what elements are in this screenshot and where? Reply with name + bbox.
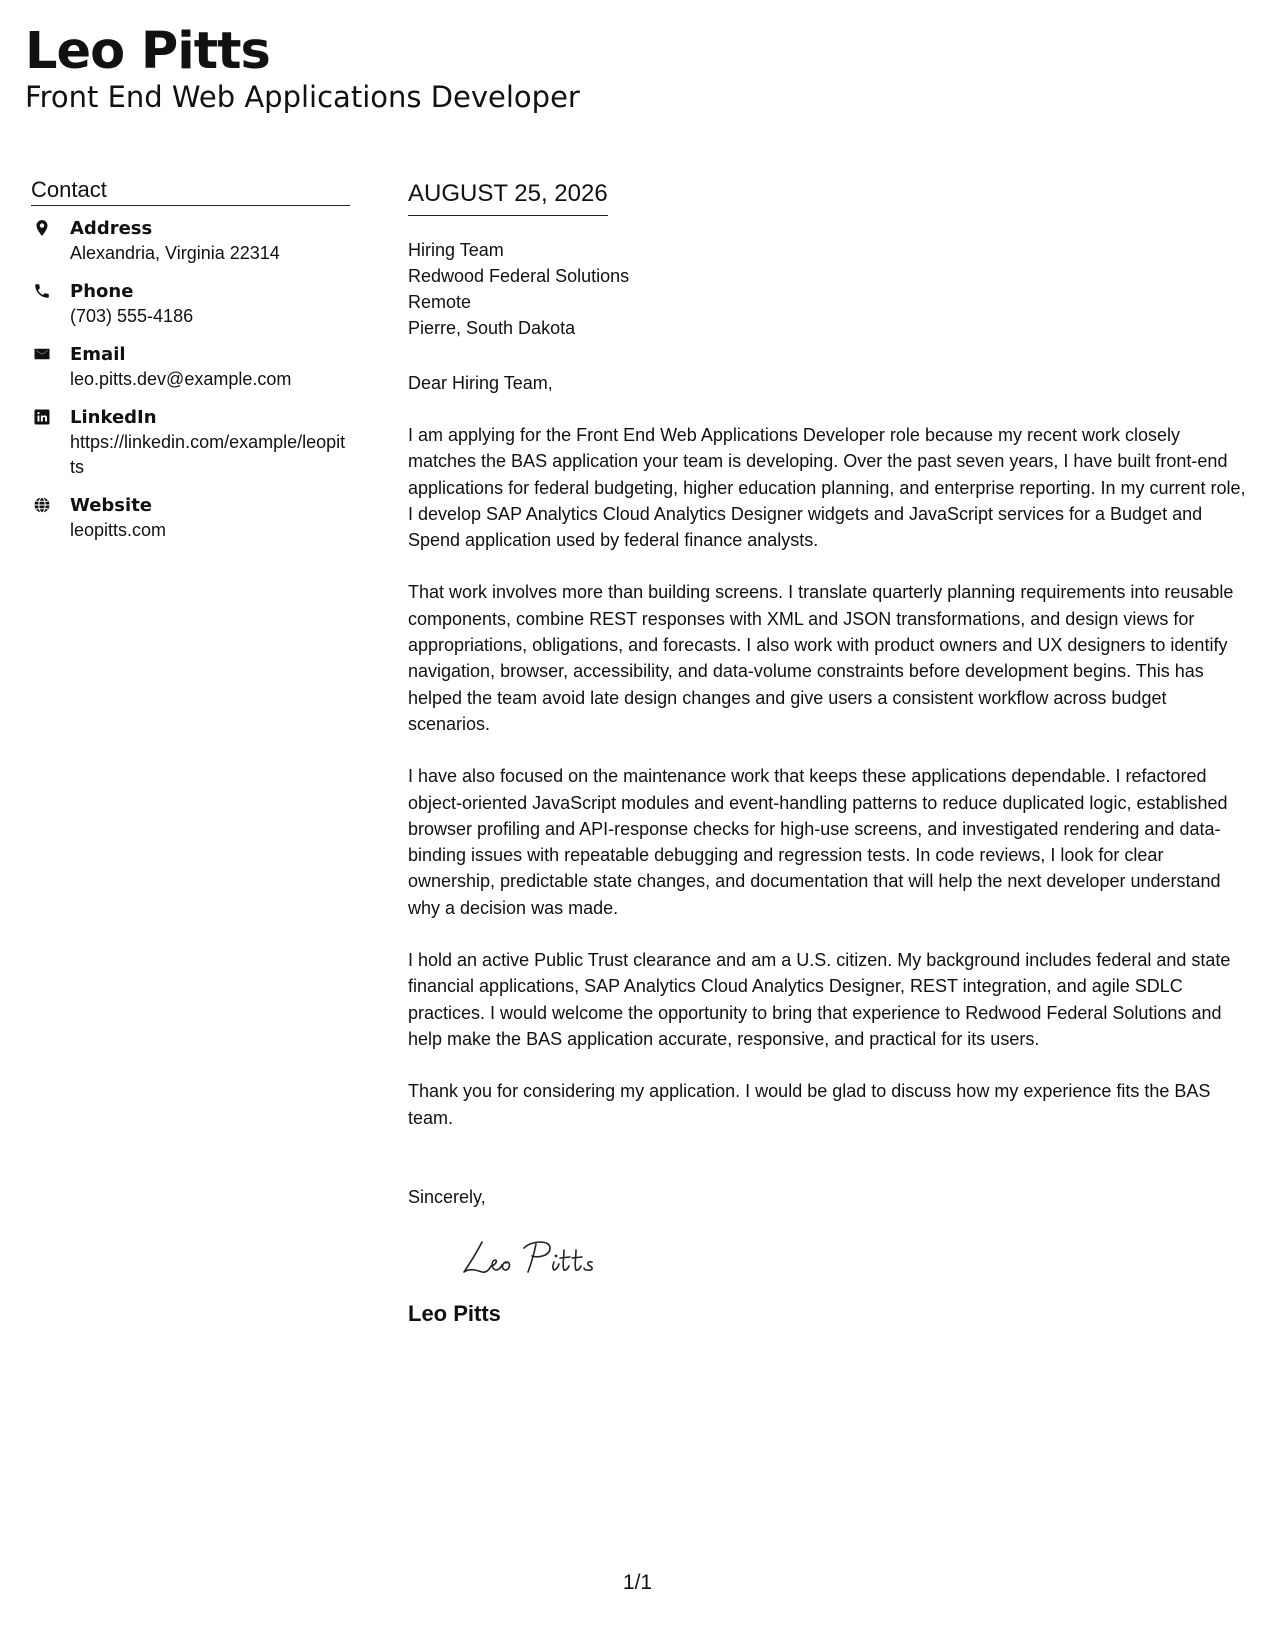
contact-email-link[interactable]: leo.pitts.dev@example.com — [70, 369, 292, 389]
contact-value: Alexandria, Virginia 22314 — [70, 243, 280, 263]
recipient-line: Remote — [408, 292, 472, 312]
contact-label: Phone — [70, 281, 134, 302]
globe-icon — [33, 496, 51, 514]
recipient-line: Hiring Team — [408, 240, 504, 260]
body-paragraph: I hold an active Public Trust clearance and am a U.S. citizen. My background includes federal and state financial applications, SAP Analytics Cloud Analytics Designer, REST integration, and agile SDLC practices. I would welcome the opportunity to bring that experience to Redwood Federal Solutions and help make the BAS application accurate, responsive, and practical for its users. — [408, 950, 1231, 1049]
contact-label: Address — [70, 218, 153, 239]
header — [25, 22, 580, 114]
recipient-line: Pierre, South Dakota — [408, 318, 576, 338]
letter-date: AUGUST 25, 2026 — [408, 179, 608, 216]
body-paragraph: I am applying for the Front End Web Applications Developer role because my recent work closely matches the BAS application your team is developing. Over the past seven years, I have built front-end applications for federal budgeting, higher education planning, and enterprise reporting. In my current role, I develop SAP Analytics Cloud Analytics Designer widgets and JavaScript services for a Budget and Spend application used by federal finance analysts. — [408, 425, 1246, 551]
closing: Sincerely, — [408, 1186, 486, 1207]
applicant-title: Front End Web Applications Developer — [25, 80, 580, 114]
salutation: Dear Hiring Team, — [408, 373, 553, 393]
recipient-line: Redwood Federal Solutions — [408, 266, 630, 286]
contact-phone — [31, 280, 350, 329]
contact-linkedin-link[interactable]: https://linkedin.com/example/leopitts — [70, 432, 346, 477]
body-paragraph: That work involves more than building screens. I translate quarterly planning requirements into reusable components, combine REST responses with XML and JSON transformations, and design views for appropriations, obligations, and forecasts. I also work with product owners and UX designers to identify navigation, browser, accessibility, and data-volume constraints before development begins. This has helped the team avoid late design changes and give users a consistent workflow across budget scenarios. — [408, 582, 1234, 734]
signature — [458, 1232, 1250, 1284]
contact-label: LinkedIn — [70, 407, 157, 428]
contact-address — [31, 217, 350, 266]
contact-sidebar — [31, 176, 350, 557]
linkedin-icon — [33, 408, 51, 426]
body-paragraph: Thank you for considering my application. I would be glad to discuss how my experience fits the BAS team. — [408, 1081, 1211, 1128]
recipient-block — [408, 237, 1250, 341]
contact-website — [31, 494, 350, 543]
signer-name: Leo Pitts — [408, 1300, 501, 1326]
contact-linkedin — [31, 406, 350, 480]
contact-label: Website — [70, 495, 153, 516]
letter-body — [408, 179, 1250, 1328]
location-pin-icon — [33, 219, 51, 237]
contact-heading: Contact — [31, 176, 350, 206]
applicant-name: Leo Pitts — [25, 22, 270, 81]
envelope-icon — [33, 345, 51, 363]
page-number: 1/1 — [622, 1571, 653, 1594]
contact-label: Email — [70, 344, 126, 365]
body-paragraph: I have also focused on the maintenance work that keeps these applications dependable. I refactored object-oriented JavaScript modules and event-handling patterns to reduce duplicated logic, established browser profiling and API-response checks for high-use screens, and investigated rendering and data-binding issues with repeatable debugging and regression tests. In code reviews, I look for clear ownership, predictable state changes, and documentation that will help the next developer understand why a decision was made. — [408, 766, 1228, 918]
contact-website-link[interactable]: leopitts.com — [70, 520, 167, 540]
contact-value: (703) 555-4186 — [70, 306, 194, 326]
phone-icon — [33, 282, 51, 300]
contact-email — [31, 343, 350, 392]
